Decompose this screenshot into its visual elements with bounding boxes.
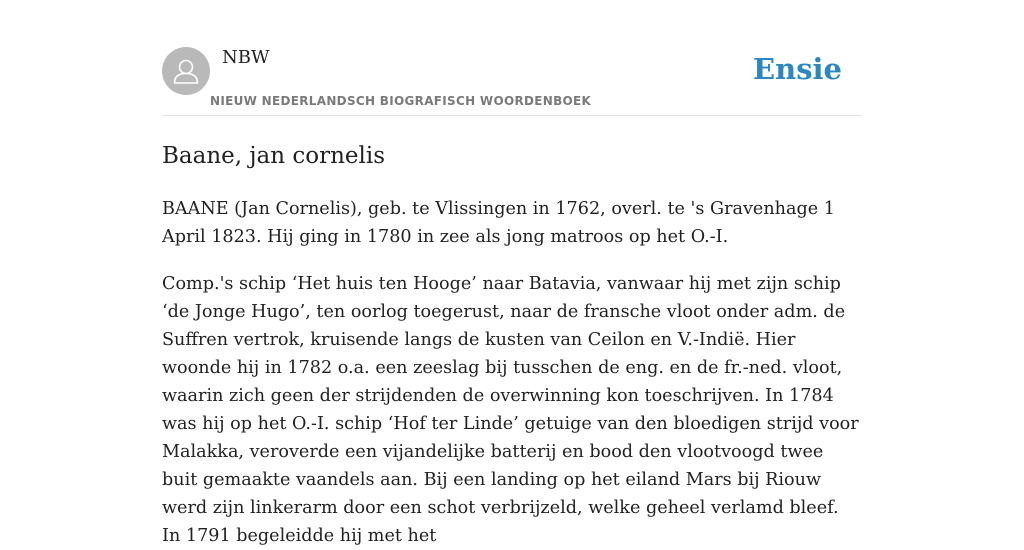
source-name[interactable]: NIEUW NEDERLANDSCH BIOGRAFISCH WOORDENBOEK	[210, 94, 592, 108]
article-title: Baane, jan cornelis	[162, 143, 386, 169]
article-paragraph-1: BAANE (Jan Cornelis), geb. te Vlissingen in 1762, overl. te 's Gravenhage 1 April 1823. Hij ging in 1780 in zee als jong matroos op het O.-I.	[162, 199, 835, 247]
author-name[interactable]: NBW	[222, 47, 270, 68]
author-avatar[interactable]	[162, 47, 210, 95]
ensie-logo[interactable]: Ensie	[753, 52, 842, 86]
site-header	[162, 47, 862, 116]
page	[162, 0, 862, 550]
article-paragraph-2: Comp.'s schip ‘Het huis ten Hooge’ naar Batavia, vanwaar hij met zijn schip ‘de Jonge Hugo’, ten oorlog toegerust, naar de fransche vloot onder adm. de Suffren vertrok, kruisende langs de kusten van Ceilon en V.-Indië. Hier woonde hij in 1782 o.a. een zeeslag bij tusschen de eng. en de fr.-ned. vloot, waarin zich geen der strijdenden de overwinning kon toeschrijven. In 1784 was hij op het O.-I. schip ‘Hof ter Linde’ getuige van den bloedigen strijd voor Malakka, veroverde een vijandelijke batterij en bood den vlootvoogd twee buit gemaakte vaandels aan. Bij een landing op het eiland Mars bij Riouw werd zijn linkerarm door een schot verbrijzeld, welke geheel verlamd bleef. In 1791 begeleidde hij met het	[162, 274, 859, 546]
user-outline-icon	[162, 47, 210, 95]
